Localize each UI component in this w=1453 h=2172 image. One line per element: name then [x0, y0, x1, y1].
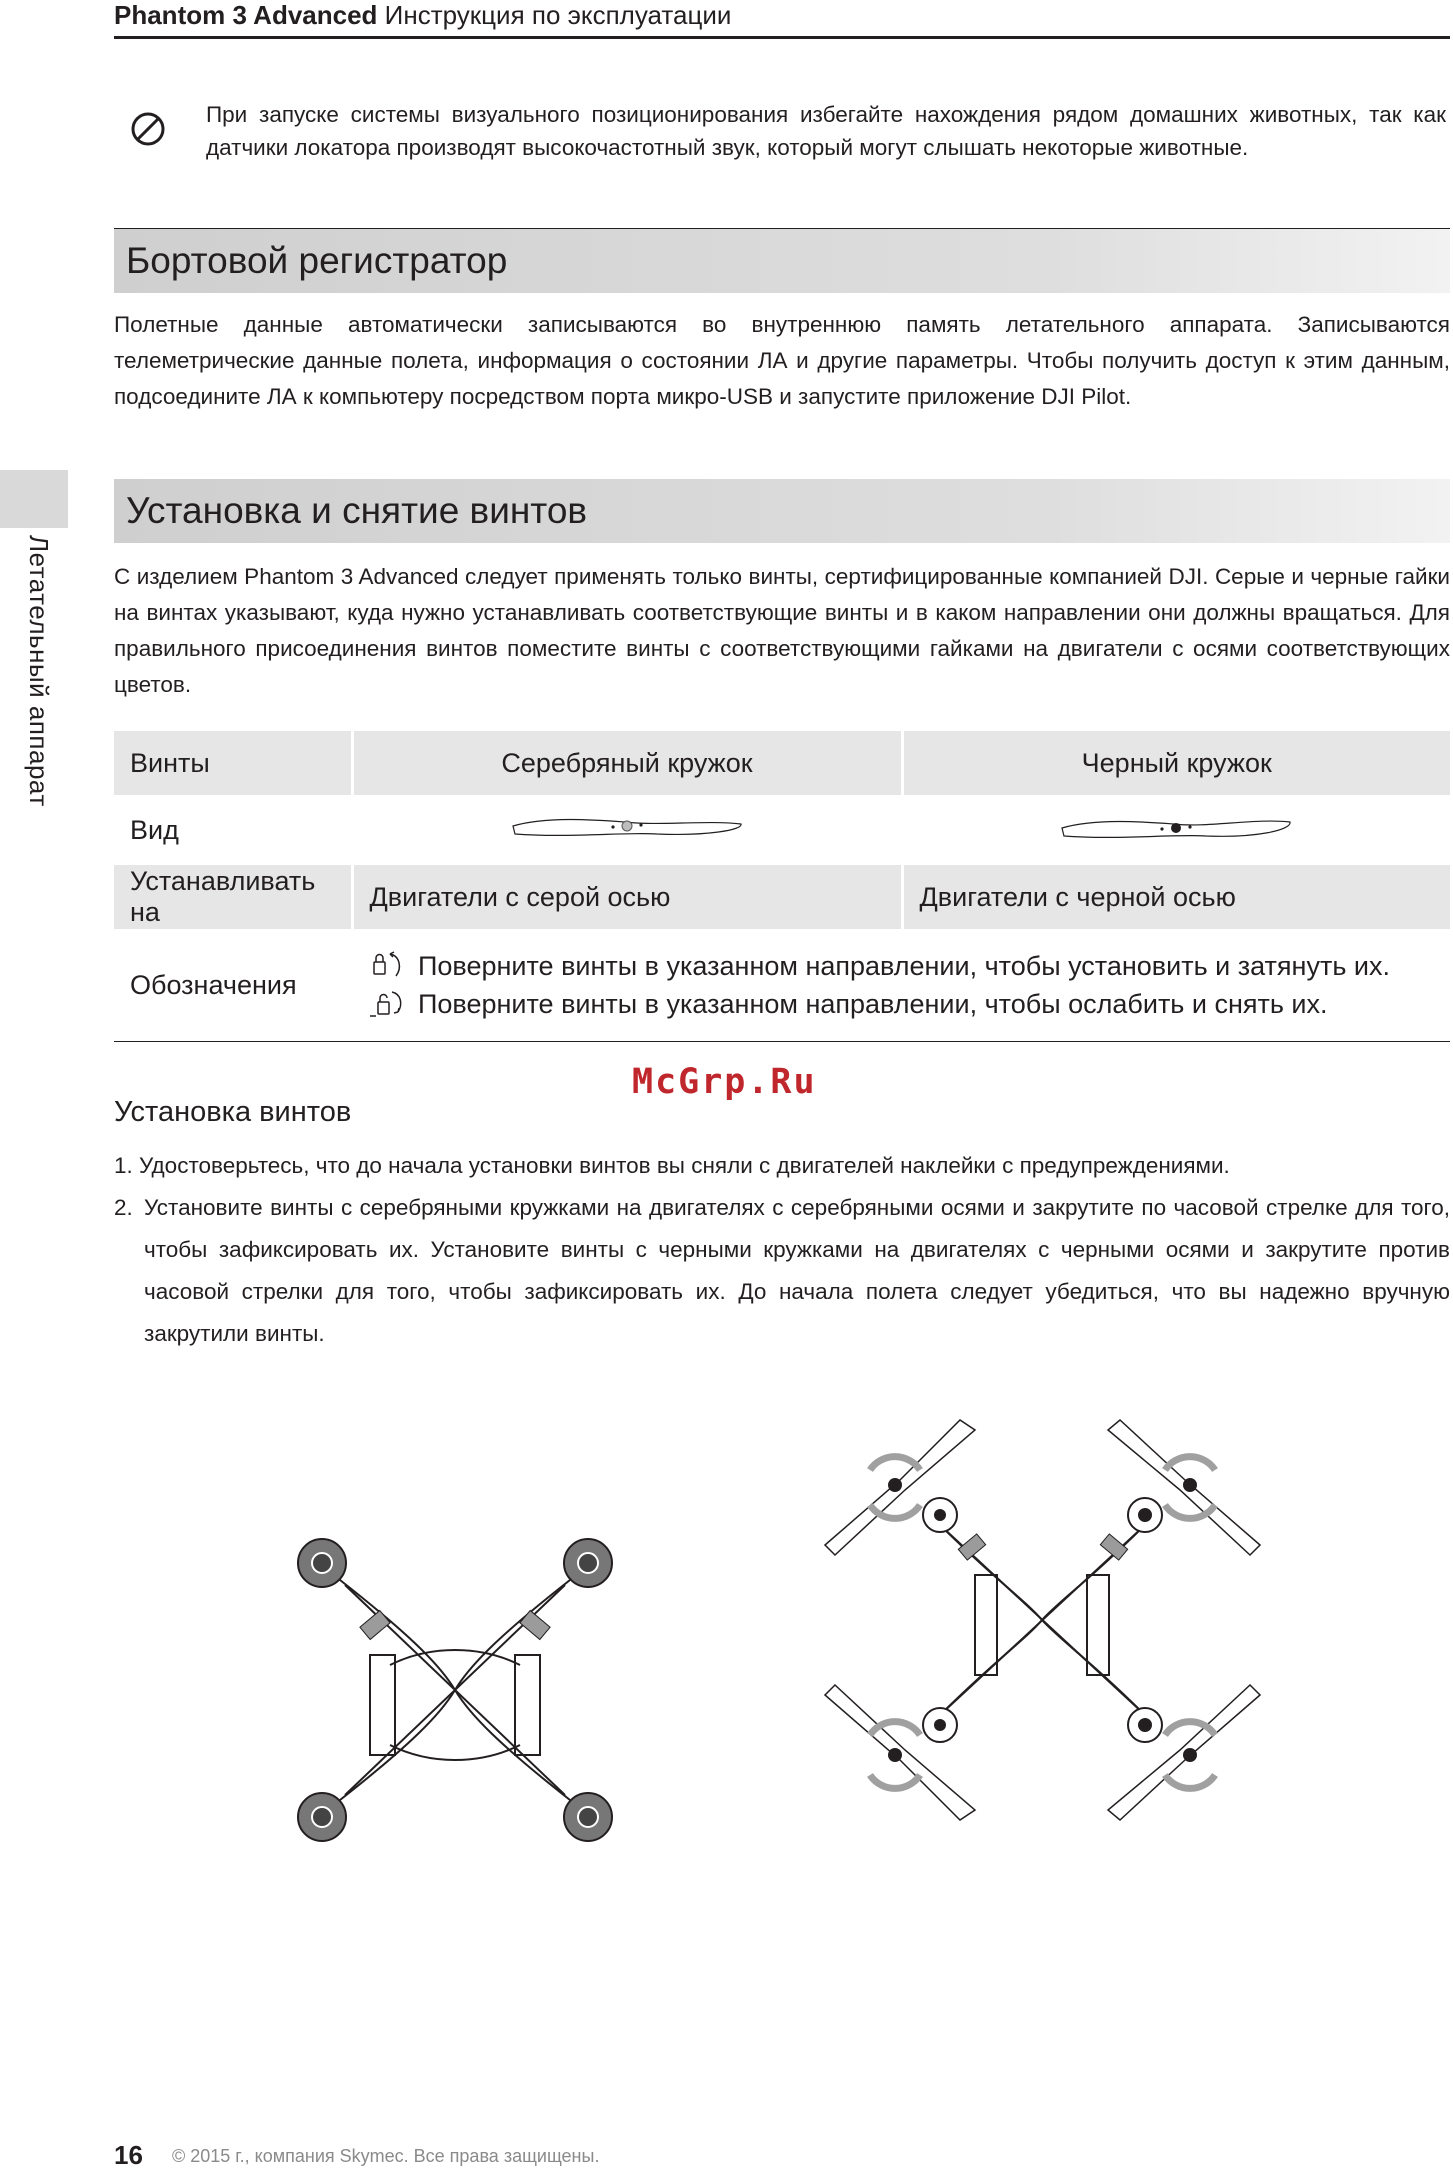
footer-copyright: © 2015 г., компания Skymec. Все права защищены.: [172, 2146, 600, 2166]
table-row: [114, 731, 1450, 795]
table-row: [114, 795, 1450, 865]
side-tab: [0, 470, 68, 528]
watermark: McGrp.Ru: [632, 1062, 817, 1102]
table-header-cell: Винты: [114, 731, 352, 795]
header-doc: Инструкция по эксплуатации: [384, 0, 732, 30]
header-product: Phantom 3 Advanced: [114, 0, 378, 30]
list-item: 1. Удостоверьтесь, что до начала установки винтов вы сняли с двигателей наклейки с предупреждениями.: [114, 1153, 1230, 1178]
legend-tighten-text: Поверните винты в указанном направлении, чтобы установить и затянуть их.: [418, 950, 1390, 981]
propellers-text: С изделием Phantom 3 Advanced следует применять только винты, сертифицированные компанией DJI. Серые и черные гайки на винтах указывают, куда нужно устанавливать соответствующие винты и в каком направлении они должны вращаться. Для правильного присоединения винтов поместите винты с соответствующими гайками на двигатели с осями соответствующих цветов.: [114, 564, 1450, 697]
table-cell: [352, 795, 902, 865]
table-cell: Вид: [130, 814, 179, 845]
side-section-label: Летательный аппарат: [24, 535, 54, 807]
page-header: [114, 0, 1450, 39]
legend-loosen-text: Поверните винты в указанном направлении, чтобы ослабить и снять их.: [418, 988, 1328, 1019]
drone-propellers-illustration: [815, 1390, 1270, 1850]
notice-text: При запуске системы визуального позиционирования избегайте нахождения рядом домашних животных, так как датчики локатора производят высокочастотный звук, который могут слышать некоторые животные.: [206, 102, 1446, 160]
silver-propeller-image: [507, 812, 747, 842]
propeller-table: [114, 731, 1450, 1042]
table-header-cell: Серебряный кружок: [352, 731, 902, 795]
table-cell: Устанавливать на: [114, 865, 352, 929]
drone-motors-illustration: [290, 1525, 620, 1855]
lock-loosen-icon: [368, 988, 404, 1020]
table-cell: Двигатели с серой осью: [352, 865, 902, 929]
flight-recorder-text: Полетные данные автоматически записываются во внутреннюю память летательного аппарата. Записываются телеметрические данные полета, информация о состоянии ЛА и другие параметры. Чтобы получить доступ к этим данным, подсоедините ЛА к компьютеру посредством порта микро-USB и запустите приложение DJI Pilot.: [114, 312, 1450, 409]
section-title-flight-recorder: Бортовой регистратор: [114, 229, 1450, 293]
legend-loosen: [368, 985, 1434, 1023]
table-cell: [902, 795, 1450, 865]
table-cell: Двигатели с черной осью: [902, 865, 1450, 929]
prohibited-icon: [128, 109, 168, 149]
table-cell: [352, 929, 1450, 1042]
page-number: 16: [114, 2140, 143, 2170]
section-title-propellers: Установка и снятие винтов: [114, 479, 1450, 543]
table-cell: Обозначения: [114, 929, 352, 1042]
table-row: [114, 865, 1450, 929]
list-item: Установите винты с серебряными кружками на двигателях с серебряными осями и закрутите по часовой стрелке для того, чтобы зафиксировать их. Установите винты с черными кружками на двигателях с черными осями и закрутите против часовой стрелки для того, чтобы зафиксировать их. До начала полета следует убедиться, что вы надежно вручную закрутили винты.: [144, 1195, 1450, 1346]
table-row: [114, 929, 1450, 1042]
legend-tighten: [368, 947, 1434, 985]
table-header-cell: Черный кружок: [902, 731, 1450, 795]
black-propeller-image: [1056, 812, 1296, 842]
list-item-number: 2.: [114, 1195, 133, 1220]
install-subheading: Установка винтов: [114, 1096, 352, 1128]
lock-tighten-icon: [368, 950, 404, 982]
